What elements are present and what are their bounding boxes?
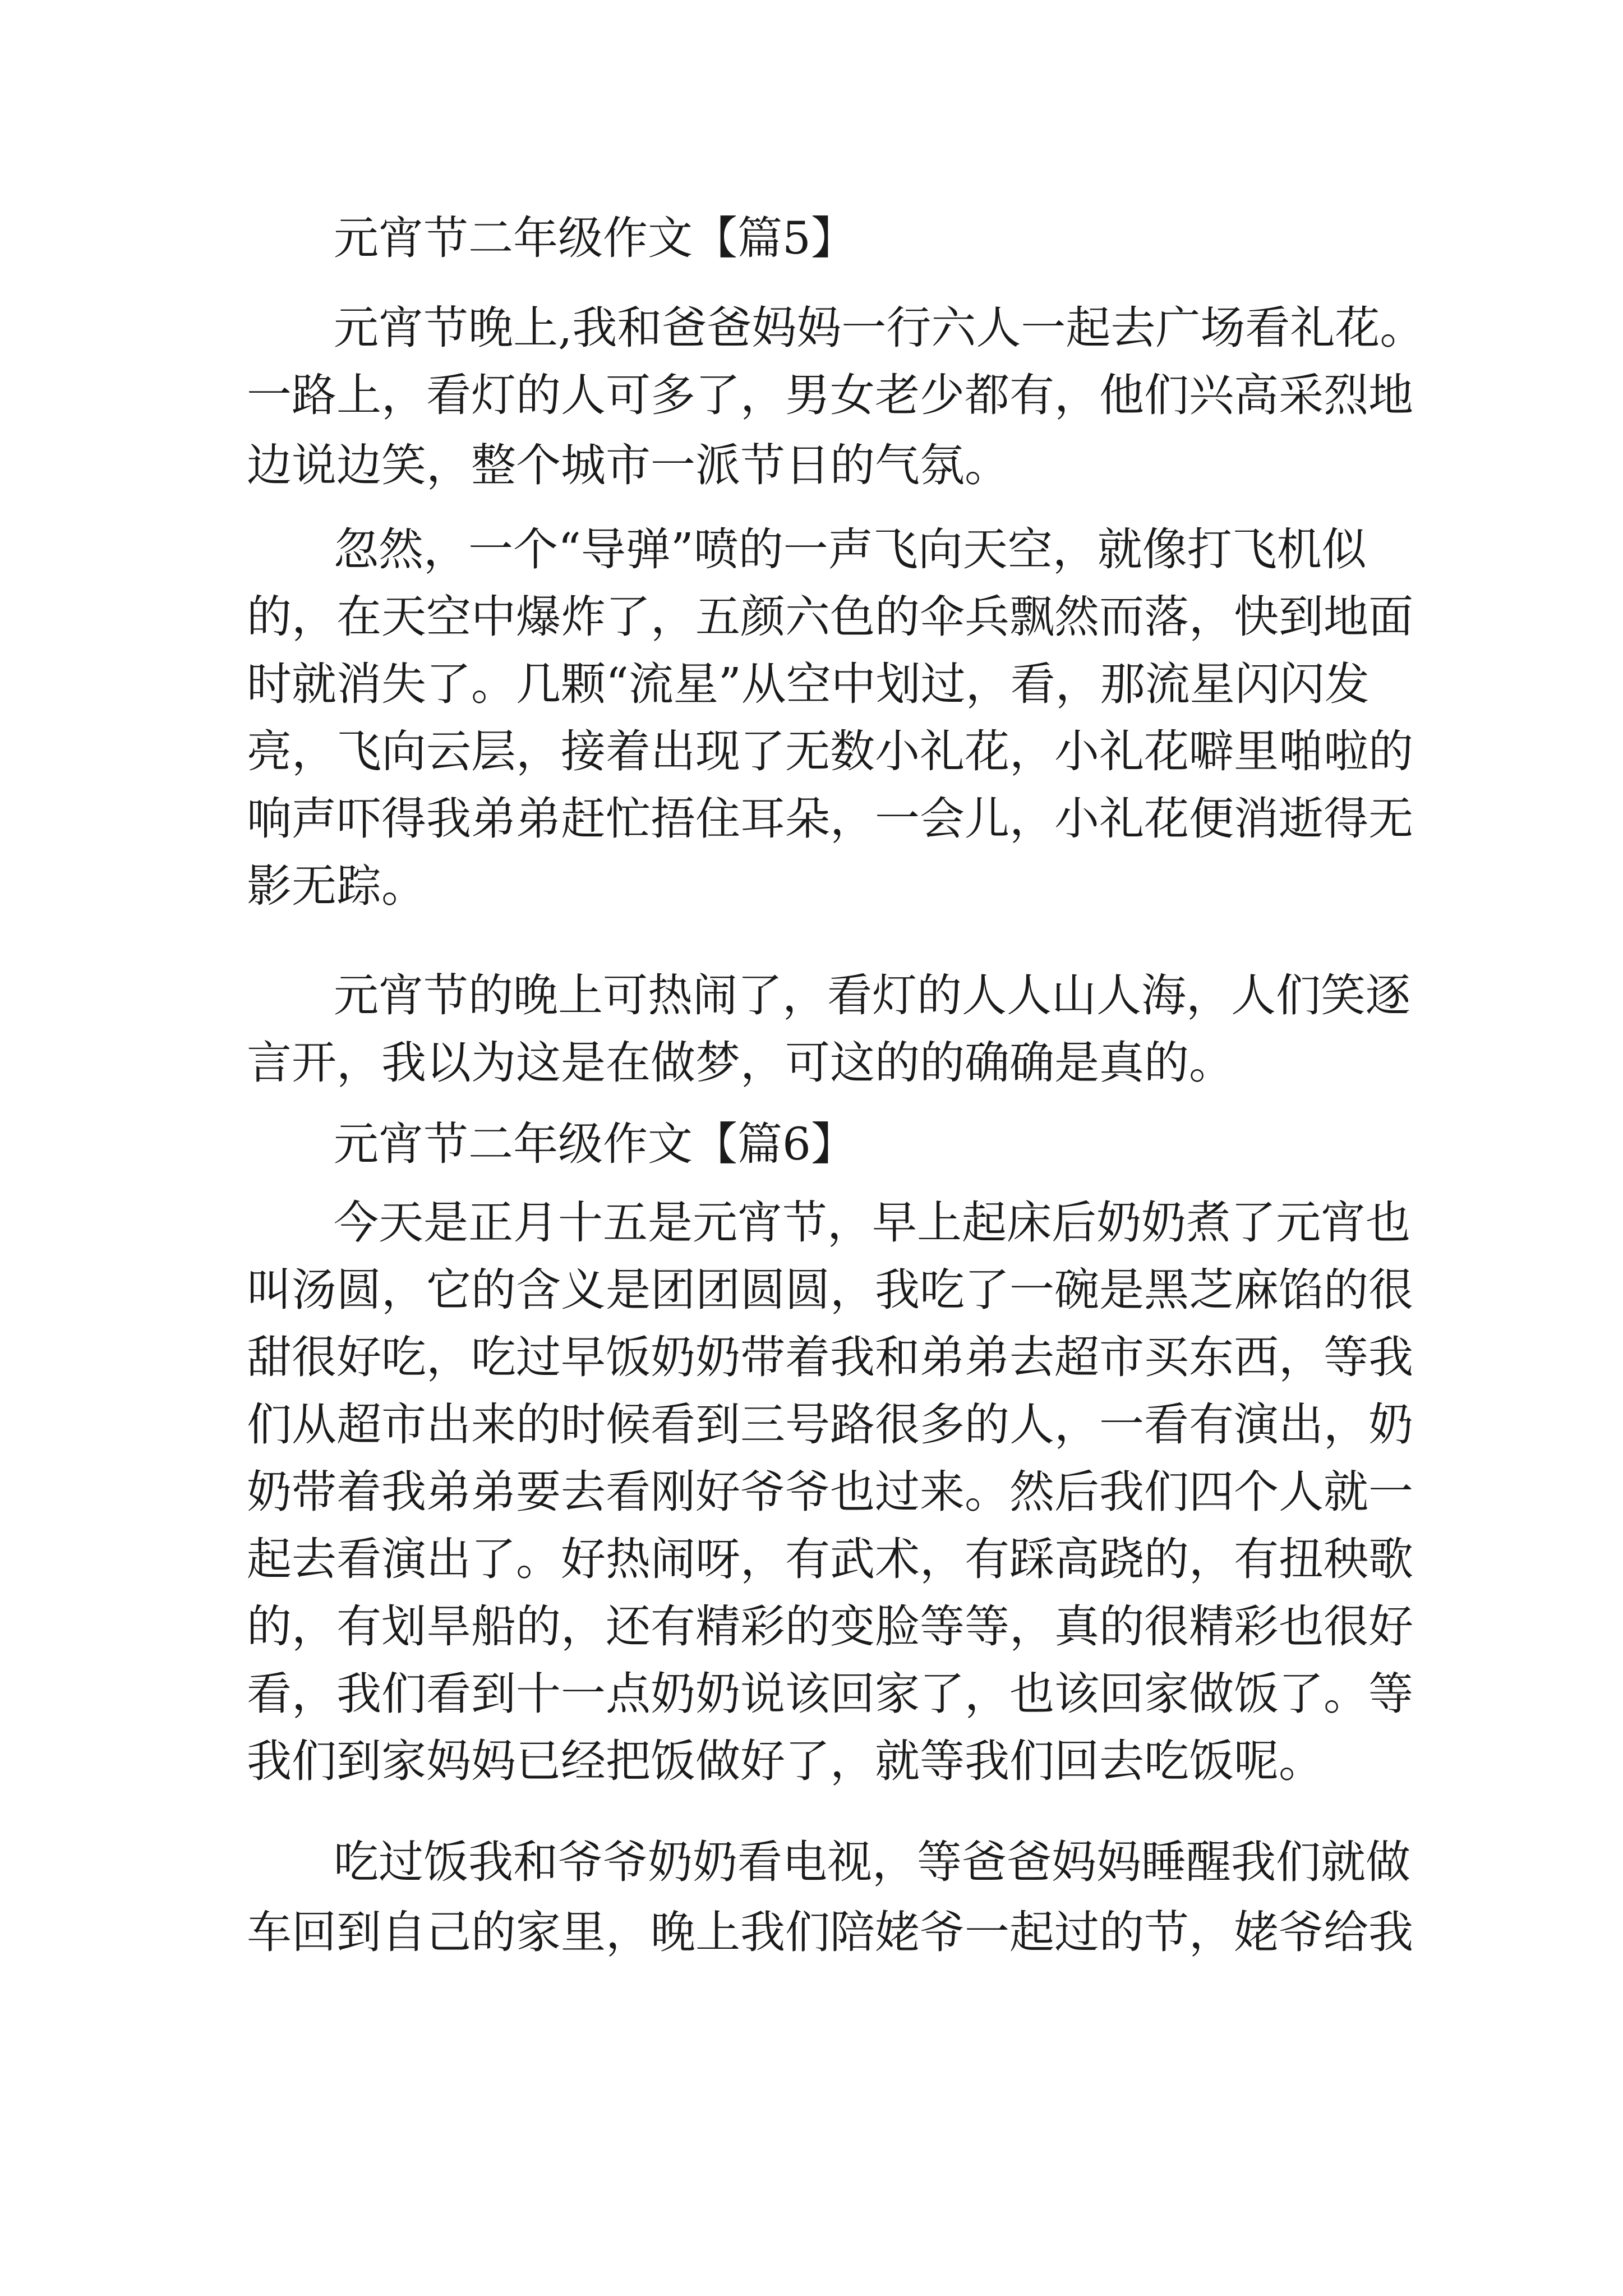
paragraph-line: 元宵节的晚上可热闹了，看灯的人人山人海，人们笑逐 — [334, 969, 1410, 1022]
paragraph-line: 我们到家妈妈已经把饭做好了，就等我们回去吃饭呢。 — [247, 1735, 1324, 1787]
paragraph-line: 时就消失了。几颗“流星”从空中划过，看，那流星闪闪发 — [247, 658, 1370, 710]
paragraph-line: 叫汤圆，它的含义是团团圆圆，我吃了一碗是黑芝麻馅的很 — [247, 1264, 1413, 1316]
paragraph-line: 言开，我以为这是在做梦，可这的的确确是真的。 — [247, 1037, 1234, 1089]
paragraph-line: 起去看演出了。好热闹呀，有武术，有踩高跷的，有扭秧歌 — [247, 1533, 1413, 1585]
paragraph-line: 车回到自己的家里，晚上我们陪姥爷一起过的节，姥爷给我 — [247, 1906, 1413, 1958]
paragraph-line: 奶带着我弟弟要去看刚好爷爷也过来。然后我们四个人就一 — [247, 1466, 1413, 1518]
paragraph-line: 亮，飞向云层，接着出现了无数小礼花，小礼花噼里啪啦的 — [247, 725, 1413, 777]
paragraph-line: 看，我们看到十一点奶奶说该回家了，也该回家做饭了。等 — [247, 1668, 1413, 1720]
paragraph-line: 边说边笑，整个城市一派节日的气氛。 — [247, 439, 1009, 491]
paragraph-line: 一路上，看灯的人可多了，男女老少都有，他们兴高采烈地 — [247, 369, 1413, 421]
paragraph-line: 的，有划旱船的，还有精彩的变脸等等，真的很精彩也很好 — [247, 1600, 1413, 1653]
section-heading-5: 元宵节二年级作文【篇5】 — [334, 212, 856, 264]
paragraph-line: 的，在天空中爆炸了，五颜六色的伞兵飘然而落，快到地面 — [247, 591, 1413, 643]
paragraph-line: 吃过饭我和爷爷奶奶看电视，等爸爸妈妈睡醒我们就做 — [334, 1836, 1410, 1888]
paragraph-line: 影无踪。 — [247, 860, 426, 912]
paragraph-line: 们从超市出来的时候看到三号路很多的人，一看有演出，奶 — [247, 1398, 1413, 1451]
paragraph-line: 元宵节晚上,我和爸爸妈妈一行六人一起去广场看礼花。 — [334, 302, 1425, 354]
section-heading-6: 元宵节二年级作文【篇6】 — [334, 1118, 856, 1170]
paragraph-line: 今天是正月十五是元宵节，早上起床后奶奶煮了元宵也 — [334, 1197, 1410, 1249]
paragraph-line: 甜很好吃，吃过早饭奶奶带着我和弟弟去超市买东西，等我 — [247, 1331, 1413, 1383]
paragraph-line: 忽然，一个“导弹”喷的一声飞向天空，就像打飞机似 — [334, 523, 1367, 576]
paragraph-line: 响声吓得我弟弟赶忙捂住耳朵，一会儿，小礼花便消逝得无 — [247, 793, 1413, 845]
